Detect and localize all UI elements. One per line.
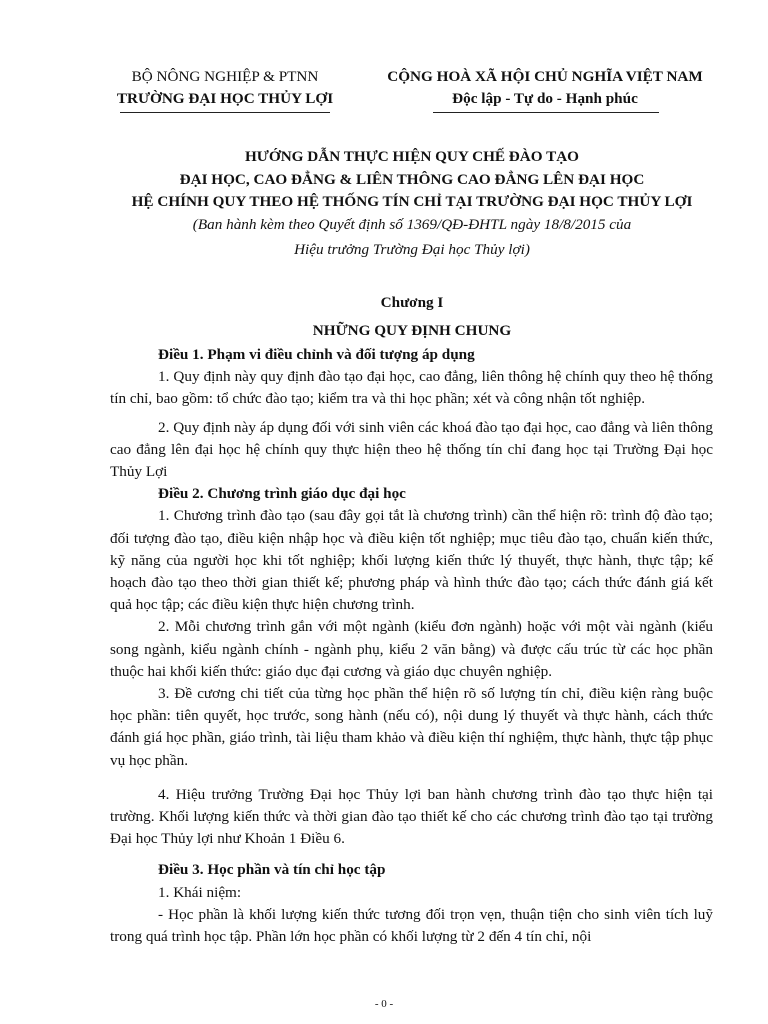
article-3-para-1: 1. Khái niệm: [158, 883, 242, 901]
title-line-3: HỆ CHÍNH QUY THEO HỆ THỐNG TÍN CHỈ TẠI TRƯỜNG ĐẠI HỌC THỦY LỢI [131, 193, 693, 210]
header-left [96, 66, 354, 110]
ministry-name: BỘ NÔNG NGHIỆP & PTNN [131, 68, 319, 85]
document-body [110, 344, 713, 948]
header-left-underline [120, 112, 330, 113]
article-1-para-2: 2. Quy định này áp dụng đối với sinh viên các khoá đào tạo đại học, cao đẳng và liên thông cao đẳng lên đại học hệ chính quy thực hiện theo hệ thống tín chỉ đang học tại Trường Đại học Thủy Lợi [110, 418, 713, 481]
article-2-para-4: 4. Hiệu trưởng Trường Đại học Thủy lợi ban hành chương trình đào tạo thực hiện tại trường. Khối lượng kiến thức và thời gian đào tạo thiết kế cho các chương trình đào tạo tại trường Đại học Thủy lợi như Khoản 1 Điều 6. [110, 785, 713, 848]
chapter-heading [96, 289, 728, 345]
header-right [360, 66, 730, 110]
title-subtitle-2: Hiệu trưởng Trường Đại học Thủy lợi) [294, 241, 530, 258]
article-3-para-2: - Học phần là khối lượng kiến thức tương đối trọn vẹn, thuận tiện cho sinh viên tích luỹ trong quá trình học tập. Phần lớn học phần có khối lượng từ 2 đến 4 tín chỉ, nội [110, 905, 713, 946]
chapter-number: Chương I [380, 294, 444, 311]
title-subtitle-1: (Ban hành kèm theo Quyết định số 1369/QĐ-ĐHTL ngày 18/8/2015 của [192, 215, 632, 233]
article-1-para-1: 1. Quy định này quy định đào tạo đại học, cao đẳng, liên thông hệ chính quy theo hệ thống tín chỉ, bao gồm: tổ chức đào tạo; kiểm tra và thi học phần; xét và công nhận tốt nghiệp. [110, 368, 713, 408]
article-2-para-2: 2. Mỗi chương trình gắn với một ngành (kiểu đơn ngành) hoặc với một vài ngành (kiểu song ngành, kiểu ngành chính - ngành phụ, kiểu 2 văn bằng) và được cấu trúc từ các học phần thuộc hai khối kiến thức: giáo dục đại cương và giáo dục chuyên nghiệp. [110, 618, 713, 680]
republic-name: CỘNG HOÀ XÃ HỘI CHỦ NGHĨA VIỆT NAM [387, 68, 703, 85]
article-2-para-1: 1. Chương trình đào tạo (sau đây gọi tắt là chương trình) cần thể hiện rõ: trình độ đào tạo; đối tượng đào tạo, điều kiện nhập học và điều kiện tốt nghiệp; mục tiêu đào tạo, chuẩn kiến thức, kỹ năng của người học khi tốt nghiệp; khối lượng kiến thức lý thuyết, thực hành, thực tập; kế hoạch đào tạo theo thời gian thiết kế; phương pháp và hình thức đào tạo; cách thức đánh giá kết quả học tập; các điều kiện thực hiện chương trình. [110, 507, 713, 614]
header-right-underline [433, 112, 659, 113]
article-1-heading: Điều 1. Phạm vi điều chỉnh và đối tượng áp dụng [158, 346, 475, 363]
title-line-2: ĐẠI HỌC, CAO ĐẲNG & LIÊN THÔNG CAO ĐẲNG LÊN ĐẠI HỌC [179, 170, 645, 188]
article-2-heading: Điều 2. Chương trình giáo dục đại học [158, 485, 406, 503]
national-motto: Độc lập - Tự do - Hạnh phúc [452, 90, 638, 107]
article-2-para-3: 3. Đề cương chi tiết của từng học phần thể hiện rõ số lượng tín chỉ, điều kiện ràng buộc học phần: tiên quyết, học trước, song hành (nếu có), nội dung lý thuyết và thực hành, cách thức đánh giá học phần, giáo trình, tài liệu tham khảo và điều kiện thí nghiệm, thực hành, thực tập phục vụ học phần. [110, 685, 713, 769]
article-3-heading: Điều 3. Học phần và tín chỉ học tập [158, 861, 386, 879]
university-name: TRƯỜNG ĐẠI HỌC THỦY LỢI [116, 90, 334, 107]
document-title [96, 146, 728, 262]
title-line-1: HƯỚNG DẪN THỰC HIỆN QUY CHẾ ĐÀO TẠO [244, 148, 579, 165]
chapter-name: NHỮNG QUY ĐỊNH CHUNG [312, 322, 512, 339]
page-number: - 0 - [374, 998, 394, 1010]
